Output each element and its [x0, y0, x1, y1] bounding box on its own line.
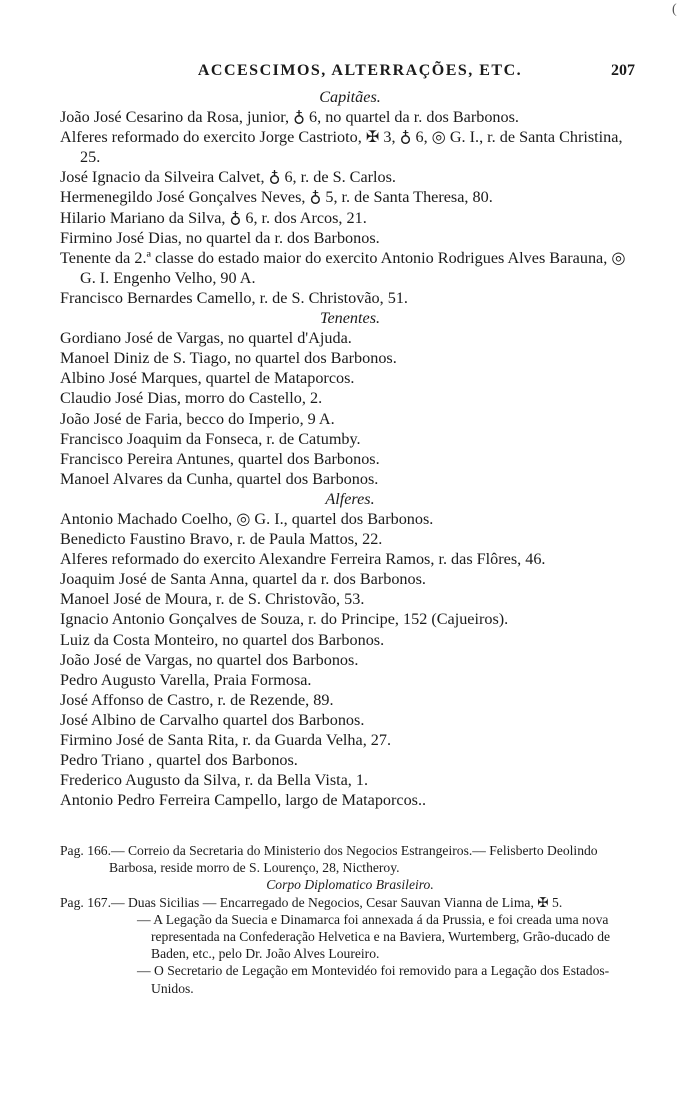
footnote: Pag. 167.— Duas Sicilias — Encarregado de Negocios, Cesar Sauvan Vianna de Lima, ✠ 5.	[60, 894, 563, 910]
page-header	[60, 62, 635, 84]
list-item: Gordiano José de Vargas, no quartel d'Ajuda.	[60, 329, 352, 348]
list-item: Manoel Alvares da Cunha, quartel dos Barbonos.	[60, 469, 379, 488]
list-item: José Affonso de Castro, r. de Rezende, 89.	[60, 690, 334, 709]
footnote: — O Secretario de Legação em Montevidéo foi removido para a Legação dos Estados-Unidos.	[137, 963, 610, 996]
list-item: José Albino de Carvalho quartel dos Barbonos.	[60, 710, 365, 729]
footnote: — A Legação da Suecia e Dinamarca foi annexada á da Prussia, e foi creada uma nova representada na Confederação Helvetica e na Baviera, Wurtemberg, Grão-ducado de Baden, etc., pelo Dr. João Alves Loureiro.	[137, 911, 611, 962]
list-item: Firmino José Dias, no quartel da r. dos Barbonos.	[60, 228, 380, 247]
list-item: Hermenegildo José Gonçalves Neves, ♁ 5, r. de Santa Theresa, 80.	[60, 188, 493, 207]
list-item: Francisco Pereira Antunes, quartel dos Barbonos.	[60, 449, 380, 468]
list-item: João José Cesarino da Rosa, junior, ♁ 6, no quartel da r. dos Barbonos.	[60, 108, 519, 127]
list-item: João José de Vargas, no quartel dos Barbonos.	[60, 650, 359, 669]
list-item: Antonio Machado Coelho, ◎ G. I., quartel dos Barbonos.	[60, 509, 434, 528]
section-heading-capitaes: Capitães.	[319, 88, 381, 106]
running-title: ACCESCIMOS, ALTERRAÇÕES, ETC.	[197, 62, 523, 79]
list-item: Pedro Augusto Varella, Praia Formosa.	[60, 670, 312, 689]
list-item: Francisco Bernardes Camello, r. de S. Christovão, 51.	[60, 288, 408, 307]
list-item: José Ignacio da Silveira Calvet, ♁ 6, r. de S. Carlos.	[60, 168, 396, 187]
section-heading-alferes: Alferes.	[325, 489, 375, 508]
list-item: Manoel José de Moura, r. de S. Christovão, 53.	[60, 590, 365, 609]
section-heading-tenentes: Tenentes.	[319, 309, 381, 328]
footnotes	[60, 842, 640, 997]
list-item: Hilario Mariano da Silva, ♁ 6, r. dos Arcos, 21.	[60, 208, 367, 227]
list-item: Firmino José de Santa Rita, r. da Guarda Velha, 27.	[60, 731, 392, 749]
list-item: Pedro Triano , quartel dos Barbonos.	[60, 751, 298, 770]
page-number: 207	[611, 62, 635, 79]
list-item: Claudio José Dias, morro do Castello, 2.	[60, 389, 323, 408]
footnote: Pag. 166.— Correio da Secretaria do Ministerio dos Negocios Estrangeiros.— Felisberto Deolindo Barbosa, reside morro de S. Lourenço, 28, Nictheroy.	[60, 843, 598, 876]
list-item: Benedicto Faustino Bravo, r. de Paula Mattos, 22.	[60, 530, 383, 549]
list-item: Antonio Pedro Ferreira Campello, largo de Mataporcos..	[60, 791, 427, 810]
list-item: Francisco Joaquim da Fonseca, r. de Catumby.	[60, 429, 361, 448]
list-item: João José de Faria, becco do Imperio, 9 A.	[60, 409, 335, 428]
list-item: Albino José Marques, quartel de Mataporcos.	[60, 369, 355, 388]
list-item: Manoel Diniz de S. Tiago, no quartel dos Barbonos.	[60, 349, 397, 368]
list-item: Tenente da 2.ª classe do estado maior do exercito Antonio Rodrigues Alves Barauna, ◎ G. I. Engenho Velho, 90 A.	[60, 248, 626, 287]
footnote-heading: Corpo Diplomatico Brasileiro.	[266, 877, 434, 893]
body-text	[60, 87, 640, 810]
list-item: Alferes reformado do exercito Jorge Castrioto, ✠ 3, ♁ 6, ◎ G. I., r. de Santa Christina, 25.	[60, 128, 623, 167]
list-item: Frederico Augusto da Silva, r. da Bella Vista, 1.	[60, 771, 369, 790]
list-item: Luiz da Costa Monteiro, no quartel dos Barbonos.	[60, 630, 385, 649]
list-item: Ignacio Antonio Gonçalves de Souza, r. do Principe, 152 (Cajueiros).	[60, 610, 509, 629]
list-item: Alferes reformado do exercito Alexandre Ferreira Ramos, r. das Flôres, 46.	[60, 550, 546, 569]
corner-mark: (	[672, 2, 677, 17]
list-item: Joaquim José de Santa Anna, quartel da r. dos Barbonos.	[60, 570, 426, 589]
